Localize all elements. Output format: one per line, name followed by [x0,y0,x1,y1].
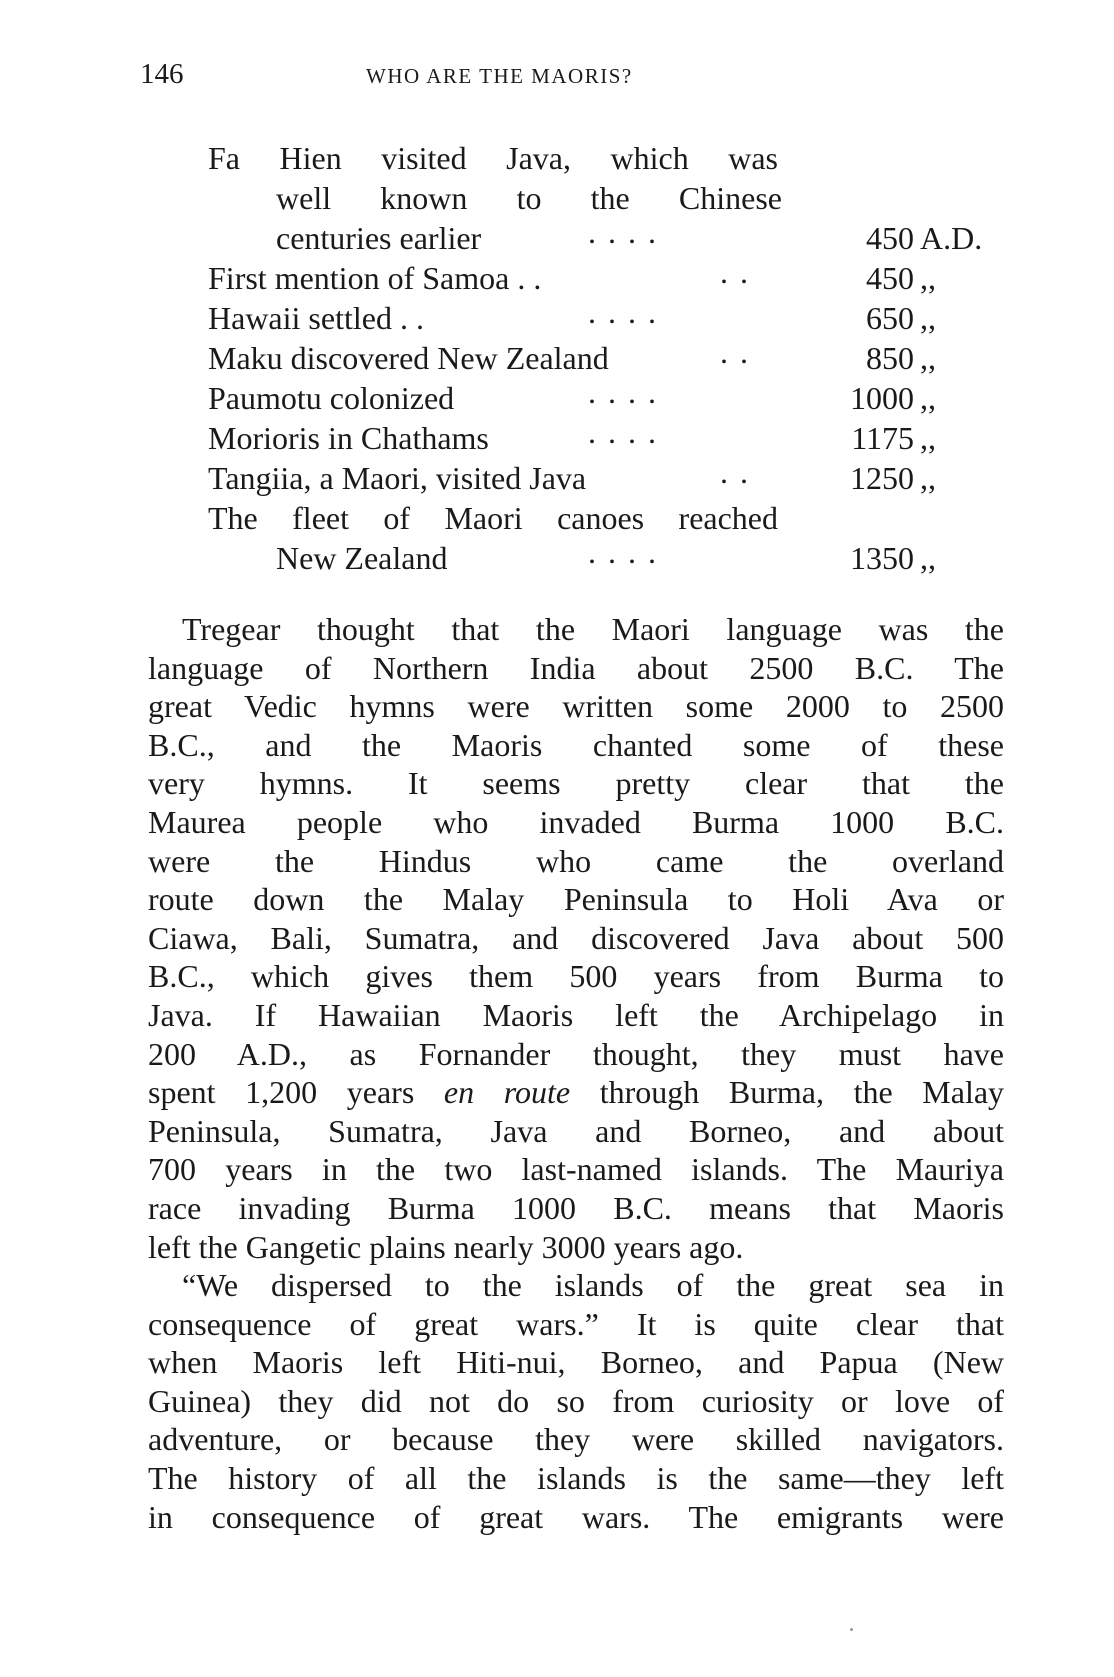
leader-dots: . . . . [588,294,658,330]
event-year: 850 [866,340,914,376]
text-fragment: through Burma, the Malay [599,1074,1004,1111]
text-line: Maurea people who invaded Burma 1000 B.C. [148,803,1004,840]
leader-dots: . . [720,454,750,490]
text-line: Java. If Hawaiian Maoris left the Archipelago in [148,996,1004,1033]
event-text: Paumotu colonized [208,380,455,416]
event-year: 1000 [850,380,914,416]
text-line: great Vedic hymns were written some 2000 to 2500 [148,688,1004,725]
chronology-row [208,414,1008,458]
event-year: 650 [866,300,914,336]
text-line: “We dispersed to the islands of the great sea in [182,1267,1004,1304]
event-year: 450 [866,260,914,296]
chronology-row [208,534,1008,578]
page-number: 146 [140,58,184,90]
paragraph [148,1266,1004,1536]
text-line: B.C., which gives them 500 years from Burma to [148,958,1004,995]
event-era: ,, [920,420,936,456]
event-text: Maku discovered New Zealand [208,340,609,376]
text-line: in consequence of great wars. The emigrants were [148,1498,1004,1535]
event-year: 1250 [850,460,914,496]
event-era: ,, [920,460,936,496]
event-text: centuries earlier [276,220,482,256]
paper-speck [850,1628,853,1631]
chronology-row [208,214,1008,258]
event-text: New Zealand [276,540,448,576]
italic-phrase: en route [443,1074,571,1111]
event-era: ,, [920,540,936,576]
event-era: ,, [920,300,936,336]
text-line: very hymns. It seems pretty clear that the [148,765,1004,802]
event-year: 1175 [851,420,914,456]
text-line: consequence of great wars.” It is quite clear that [148,1305,1004,1342]
leader-dots: . . . . [588,534,658,570]
event-text: First mention of Samoa . . [208,260,542,296]
running-title: WHO ARE THE MAORIS? [366,64,633,88]
text-line: Ciawa, Bali, Sumatra, and discovered Java about 500 [148,919,1004,956]
text-line: race invading Burma 1000 B.C. means that Maoris [148,1189,1004,1226]
event-text: well known to the Chinese [276,180,782,216]
leader-dots: . . . . [588,414,658,450]
text-line: B.C., and the Maoris chanted some of these [148,726,1004,763]
text-line: left the Gangetic plains nearly 3000 years ago. [148,1228,744,1265]
event-text: Hawaii settled . . [208,300,424,336]
chronology-row [208,454,1008,498]
event-text: The fleet of Maori canoes reached [208,500,778,536]
chronology-row [208,294,1008,338]
event-era: ,, [920,380,936,416]
chronology-table [208,138,1008,578]
text-line: language of Northern India about 2500 B.C. The [148,649,1004,686]
leader-dots: . . . . [588,214,658,250]
event-era: A.D. [920,220,983,256]
event-text: Fa Hien visited Java, which was [208,140,778,176]
text-line: were the Hindus who came the overland [148,842,1004,879]
leader-dots: . . [720,254,750,290]
text-line-with-italic [148,1073,1004,1112]
text-line: Tregear thought that the Maori language was the [182,611,1004,647]
text-line: route down the Malay Peninsula to Holi Ava or [148,881,1004,918]
text-line: when Maoris left Hiti-nui, Borneo, and Papua (New [148,1344,1004,1381]
event-year: 450 [866,220,914,256]
event-year: 1350 [850,540,914,576]
event-text: Tangiia, a Maori, visited Java [208,460,587,496]
text-fragment: spent 1,200 years [148,1074,415,1111]
chronology-row [208,138,1008,178]
text-line: Peninsula, Sumatra, Java and Borneo, and about [148,1112,1004,1149]
text-line: 700 years in the two last-named islands. The Mauriya [148,1151,1004,1188]
event-text: Morioris in Chathams [208,420,489,456]
event-era: ,, [920,340,936,376]
text-line: The history of all the islands is the same—they left [148,1460,1004,1497]
event-era: ,, [920,260,936,296]
page-header [140,58,1010,98]
text-line: 200 A.D., as Fornander thought, they must have [148,1035,1004,1072]
leader-dots: . . [720,334,750,370]
paragraph [148,610,1004,1266]
text-line: Guinea) they did not do so from curiosity or love of [148,1382,1004,1419]
leader-dots: . . . . [588,374,658,410]
body-text [148,610,1004,1536]
text-line: adventure, or because they were skilled navigators. [148,1421,1004,1458]
